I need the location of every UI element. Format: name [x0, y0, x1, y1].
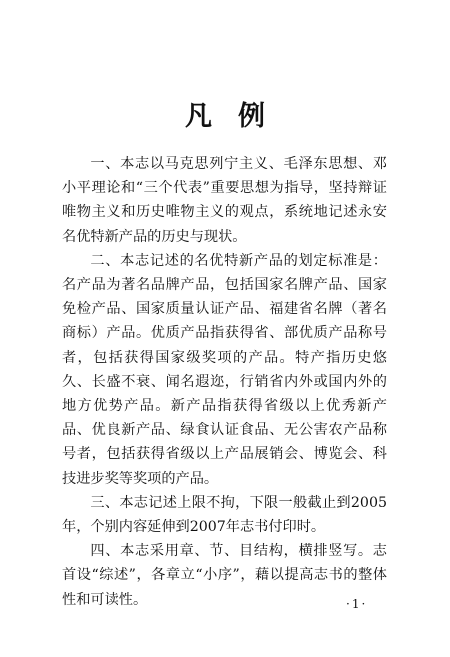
paragraph-1: 一、本志以马克思列宁主义、毛泽东思想、邓小平理论和“三个代表”重要思想为指导，坚持辩证唯物主义和历史唯物主义的观点，系统地记述永安名优特新产品的历史与现状。 — [62, 156, 387, 245]
page-number: ·1· — [346, 597, 368, 611]
paragraph-4: 四、本志采用章、节、目结构，横排竖写。志首设“综述”，各章立“小序”，藉以提高志书的整体性和可读性。 — [62, 543, 387, 608]
paragraph-2: 二、本志记述的名优特新产品的划定标准是：名产品为著名品牌产品，包括国家名牌产品、国家免检产品、国家质量认证产品、福建省名牌（著名商标）产品。优质产品指获得省、部优质产品称号者，包括获得国家级奖项的产品。特产指历史悠久、长盛不衰、闻名遐迩，行销省内外或国内外的地方优势产品。新产品指获得省级以上优秀新产品、优良新产品、绿食认证食品、无公害农产品称号者，包括获得省级以上产品展销会、博览会、科技进步奖等奖项的产品。 — [62, 252, 387, 487]
page-title: 凡例 — [185, 101, 291, 132]
document-body — [62, 152, 387, 612]
paragraph-3: 三、本志记述上限不拘，下限一般截止到2005年，个别内容延伸到2007年志书付印时。 — [62, 494, 387, 536]
